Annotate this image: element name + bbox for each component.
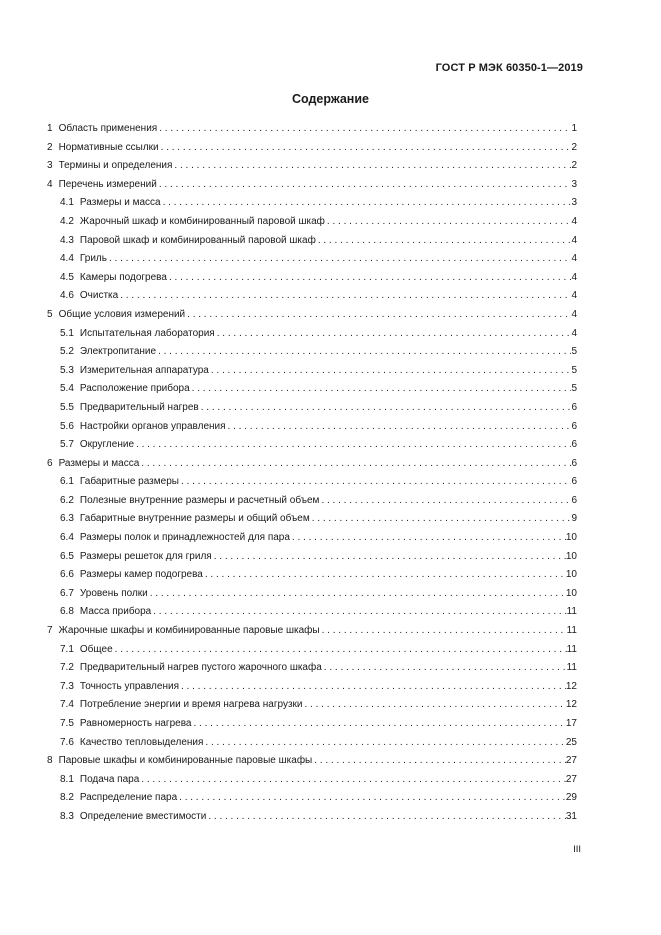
toc-entry-number: 4.5 [60, 271, 74, 283]
toc-dot-leader [157, 120, 571, 139]
toc-entry-number: 1 [47, 123, 53, 134]
toc-entry[interactable] [47, 250, 577, 269]
toc-entry-page: 10 [565, 587, 577, 599]
toc-entry-page: 6 [571, 401, 577, 413]
toc-entry[interactable] [47, 529, 577, 548]
toc-entry-number: 5.6 [60, 420, 74, 432]
toc-entry-page: 4 [571, 290, 577, 302]
toc-entry-page: 4 [571, 253, 577, 265]
toc-entry-page: 3 [571, 197, 577, 209]
toc-entry-number: 5.4 [60, 383, 74, 395]
toc-entry-number: 5.5 [60, 401, 74, 413]
toc-entry-title: Равномерность нагрева [79, 718, 192, 729]
toc-entry-number: 7.1 [60, 643, 74, 655]
toc-dot-leader [226, 418, 572, 437]
toc-entry-title: Паровые шкафы и комбинированные паровые шкафы [58, 755, 313, 767]
toc-entry-title: Определение вместимости [79, 810, 207, 822]
toc-entry-title: Жарочный шкаф и комбинированный паровой шкаф [79, 215, 325, 227]
toc-entry[interactable] [47, 678, 577, 697]
toc-dot-leader [148, 585, 566, 604]
toc-entry-page: 11 [566, 662, 577, 674]
toc-dot-leader [302, 696, 565, 715]
toc-entry-number: 2 [47, 141, 53, 153]
toc-dot-leader [172, 157, 571, 176]
toc-entry-title: Область применения [58, 123, 158, 134]
toc-entry[interactable] [47, 380, 577, 399]
toc-dot-leader [319, 492, 571, 511]
toc-entry-number: 4.2 [60, 215, 74, 227]
toc-entry-title: Подача пара [79, 773, 140, 785]
toc-entry-number: 4.1 [60, 197, 74, 209]
toc-dot-leader [179, 473, 571, 492]
toc-entry-page: 9 [571, 513, 577, 525]
toc-entry-title: Размеры полок и принадлежностей для пара [79, 532, 290, 544]
toc-entry-title: Габаритные внутренние размеры и общий объем [79, 513, 310, 525]
toc-entry-title: Потребление энергии и время нагрева нагрузки [79, 699, 303, 711]
toc-entry-title: Уровень полки [79, 587, 148, 599]
toc-dot-leader [190, 380, 572, 399]
toc-entry-number: 8.1 [60, 773, 74, 785]
toc-entry[interactable] [47, 139, 577, 158]
toc-dot-leader [199, 399, 572, 418]
toc-dot-leader [312, 752, 566, 771]
toc-entry[interactable] [47, 287, 577, 306]
toc-dot-leader [212, 548, 566, 567]
toc-dot-leader [113, 641, 567, 660]
toc-dot-leader [167, 269, 571, 288]
toc-entry-title: Размеры камер подогрева [79, 569, 203, 581]
toc-entry-page: 5 [571, 364, 577, 376]
toc-entry-title: Предварительный нагрев пустого жарочного шкафа [79, 662, 322, 674]
toc-dot-leader [134, 436, 571, 455]
toc-entry[interactable] [47, 232, 577, 251]
toc-entry-page: 4 [571, 215, 577, 227]
toc-entry-page: 4 [571, 271, 577, 283]
toc-entry[interactable] [47, 120, 577, 139]
toc-dot-leader [185, 306, 571, 325]
toc-entry-page: 2 [571, 160, 577, 172]
toc-entry-number: 6.2 [60, 494, 74, 506]
toc-dot-leader [310, 510, 572, 529]
toc-dot-leader [320, 622, 567, 641]
toc-entry[interactable] [47, 771, 577, 790]
toc-dot-leader [107, 250, 571, 269]
toc-dot-leader [151, 603, 566, 622]
toc-entry-title: Размеры и масса [79, 197, 161, 209]
toc-entry-page: 11 [566, 625, 577, 637]
toc-entry[interactable] [47, 418, 577, 437]
document-code: ГОСТ Р МЭК 60350-1—2019 [435, 62, 583, 74]
toc-entry-page: 3 [571, 178, 577, 190]
toc-dot-leader [118, 287, 571, 306]
toc-entry-page: 6 [571, 439, 577, 451]
toc-entry[interactable] [47, 585, 577, 604]
toc-entry-number: 6.4 [60, 532, 74, 544]
toc-entry-page: 25 [565, 736, 577, 748]
toc-entry-number: 4.6 [60, 290, 74, 302]
toc-entry-title: Размеры и масса [58, 457, 140, 469]
toc-entry-page: 10 [565, 569, 577, 581]
toc-entry-number: 4.4 [60, 253, 74, 265]
toc-entry-page: 6 [571, 476, 577, 488]
toc-entry[interactable] [47, 325, 577, 344]
toc-entry-page: 27 [565, 755, 577, 767]
toc-entry[interactable] [47, 473, 577, 492]
toc-entry-page: 10 [565, 550, 577, 562]
toc-dot-leader [209, 362, 572, 381]
toc-dot-leader [203, 566, 566, 585]
toc-entry-number: 5.1 [60, 327, 74, 339]
toc-entry-number: 8 [47, 755, 53, 767]
toc-entry-page: 2 [571, 141, 577, 153]
toc-entry-title: Паровой шкаф и комбинированный паровой шкаф [79, 234, 316, 246]
toc-dot-leader [203, 734, 565, 753]
toc-entry-page: 31 [565, 810, 577, 822]
toc-dot-leader [177, 789, 566, 808]
toc-entry-title: Расположение прибора [79, 383, 190, 395]
toc-dot-leader [290, 529, 566, 548]
toc-entry-title: Точность управления [79, 680, 179, 692]
toc-entry-title: Предварительный нагрев [79, 401, 199, 413]
toc-entry-number: 7.4 [60, 699, 74, 711]
toc-entry-title: Измерительная аппаратура [79, 364, 209, 376]
toc-entry[interactable] [47, 696, 577, 715]
toc-entry[interactable] [47, 566, 577, 585]
toc-entry-title: Очистка [79, 290, 119, 302]
toc-title: Содержание [291, 92, 369, 106]
toc-entry-title: Округление [79, 439, 135, 451]
toc-dot-leader [191, 715, 565, 734]
toc-entry[interactable] [47, 510, 577, 529]
toc-entry-number: 7.3 [60, 680, 74, 692]
toc-entry-page: 6 [571, 494, 577, 506]
toc-entry-number: 6.5 [60, 550, 74, 562]
toc-entry-page: 17 [565, 718, 577, 729]
toc-entry-number: 6 [47, 457, 53, 469]
toc-entry[interactable] [47, 362, 577, 381]
toc-entry[interactable] [47, 548, 577, 567]
toc-entry-title: Испытательная лаборатория [79, 327, 215, 339]
toc-dot-leader [316, 232, 572, 251]
toc-entry-title: Габаритные размеры [79, 476, 179, 488]
toc-dot-leader [156, 343, 571, 362]
toc-entry-number: 5 [47, 308, 53, 320]
table-of-contents [47, 120, 577, 827]
toc-entry-title: Перечень измерений [58, 178, 157, 190]
toc-entry[interactable] [47, 603, 577, 622]
toc-entry-page: 6 [571, 457, 577, 469]
toc-dot-leader [139, 771, 566, 790]
toc-entry-number: 5.7 [60, 439, 74, 451]
toc-entry[interactable] [47, 734, 577, 753]
toc-dot-leader [157, 176, 572, 195]
toc-entry-number: 4 [47, 178, 53, 190]
toc-dot-leader [139, 455, 571, 474]
toc-entry-number: 6.1 [60, 476, 74, 488]
toc-entry-number: 3 [47, 160, 53, 172]
toc-dot-leader [161, 194, 572, 213]
toc-entry-page: 29 [565, 792, 577, 804]
toc-entry[interactable] [47, 715, 577, 734]
toc-entry[interactable] [47, 306, 577, 325]
toc-entry-page: 10 [565, 532, 577, 544]
toc-entry[interactable] [47, 789, 577, 808]
toc-entry-title: Настройки органов управления [79, 420, 226, 432]
toc-entry-title: Качество тепловыделения [79, 736, 204, 748]
toc-entry-title: Общее [79, 643, 113, 655]
toc-entry[interactable] [47, 213, 577, 232]
toc-entry[interactable] [47, 194, 577, 213]
toc-entry-page: 12 [565, 680, 577, 692]
toc-entry[interactable] [47, 808, 577, 827]
toc-entry-page: 5 [571, 383, 577, 395]
toc-entry-title: Общие условия измерений [58, 308, 186, 320]
toc-entry-number: 6.6 [60, 569, 74, 581]
toc-entry-page: 1 [571, 123, 577, 134]
toc-entry-title: Нормативные ссылки [58, 141, 159, 153]
toc-entry-number: 6.7 [60, 587, 74, 599]
toc-entry-number: 7 [47, 625, 53, 637]
toc-entry-title: Электропитание [79, 346, 157, 358]
toc-dot-leader [179, 678, 566, 697]
toc-entry[interactable] [47, 455, 577, 474]
toc-entry-page: 12 [565, 699, 577, 711]
toc-entry-number: 6.8 [60, 606, 74, 618]
toc-dot-leader [322, 659, 567, 678]
toc-entry[interactable] [47, 641, 577, 660]
toc-entry[interactable] [47, 492, 577, 511]
toc-entry-number: 7.2 [60, 662, 74, 674]
toc-entry-title: Жарочные шкафы и комбинированные паровые шкафы [58, 625, 320, 637]
toc-entry[interactable] [47, 436, 577, 455]
toc-entry-page: 4 [571, 234, 577, 246]
toc-entry-number: 8.2 [60, 792, 74, 804]
toc-entry-title: Термины и определения [58, 160, 173, 172]
toc-entry-page: 11 [566, 606, 577, 618]
toc-entry[interactable] [47, 176, 577, 195]
toc-dot-leader [215, 325, 572, 344]
toc-entry-page: 11 [566, 643, 577, 655]
toc-entry[interactable] [47, 269, 577, 288]
toc-entry[interactable] [47, 343, 577, 362]
toc-entry-page: 27 [565, 773, 577, 785]
toc-entry-page: 4 [571, 327, 577, 339]
toc-dot-leader [206, 808, 566, 827]
toc-entry-title: Распределение пара [79, 792, 178, 804]
toc-entry-number: 7.5 [60, 718, 74, 729]
toc-entry-title: Размеры решеток для гриля [79, 550, 212, 562]
toc-entry[interactable] [47, 399, 577, 418]
toc-entry-page: 4 [571, 308, 577, 320]
toc-entry-number: 8.3 [60, 810, 74, 822]
toc-entry-title: Масса прибора [79, 606, 152, 618]
toc-entry[interactable] [47, 752, 577, 771]
toc-entry-number: 4.3 [60, 234, 74, 246]
toc-entry-number: 5.2 [60, 346, 74, 358]
toc-entry-page: 6 [571, 420, 577, 432]
toc-entry-title: Полезные внутренние размеры и расчетный объем [79, 494, 320, 506]
toc-entry[interactable] [47, 157, 577, 176]
toc-entry[interactable] [47, 659, 577, 678]
toc-entry-title: Камеры подогрева [79, 271, 167, 283]
toc-dot-leader [325, 213, 572, 232]
page-number: III [573, 844, 581, 855]
toc-entry[interactable] [47, 622, 577, 641]
toc-dot-leader [159, 139, 572, 158]
toc-entry-number: 5.3 [60, 364, 74, 376]
toc-entry-number: 6.3 [60, 513, 74, 525]
toc-entry-title: Гриль [79, 253, 107, 265]
toc-entry-page: 5 [571, 346, 577, 358]
toc-entry-number: 7.6 [60, 736, 74, 748]
